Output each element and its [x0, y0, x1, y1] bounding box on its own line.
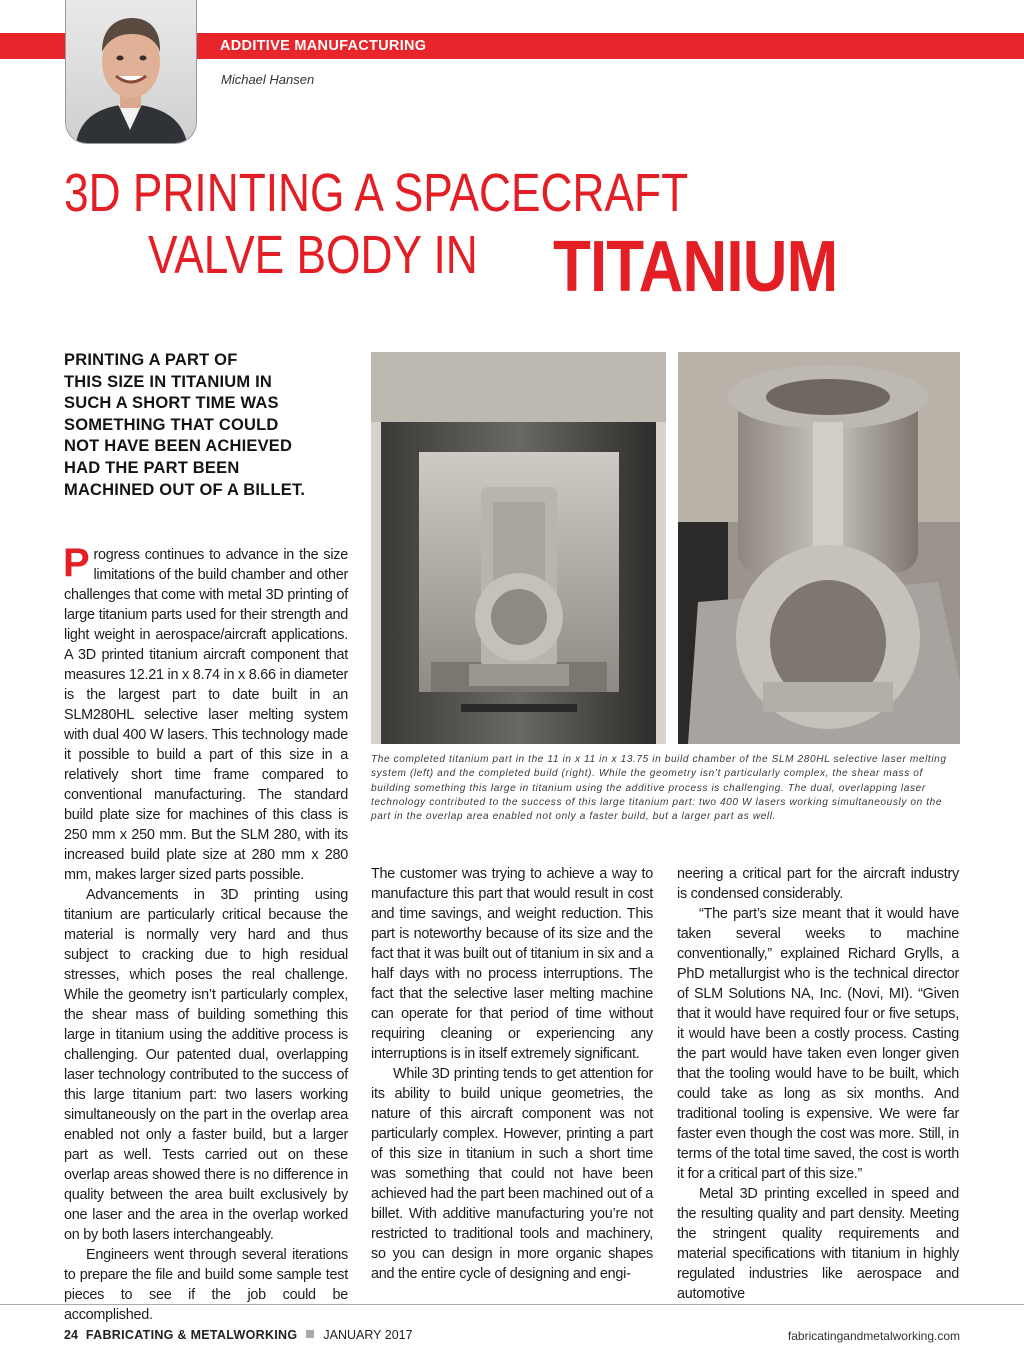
photo-build-chamber — [371, 352, 666, 744]
footer-divider — [0, 1304, 1024, 1305]
body-column-3 — [677, 864, 959, 1304]
issue-date: JANUARY 2017 — [323, 1328, 413, 1342]
body-paragraph: The customer was trying to achieve a way to manufacture this part that would result in cost and time savings, and weight reduction. This part is noteworthy because of its size and the fact that it was built out of titanium in six and a half days with no process interruptions. The fact that the selective laser melting machine can operate for that period of time without requiring cleaning or experiencing any interruptions is in itself extremely significant. — [371, 866, 653, 1062]
footer-website[interactable]: fabricatingandmetalworking.com — [787, 1329, 960, 1343]
section-label: ADDITIVE MANUFACTURING — [220, 38, 427, 54]
photo-caption: The completed titanium part in the 11 in x 11 in x 13.75 in build chamber of the SLM 280HL selective laser melting system (left) and the completed build (right). While the geometry isn’t particularly complex, the shear mass of building something this large in titanium using the additive process is challenging. The dual, overlapping laser technology contributed to the success of this large titanium part: two 400 W lasers working simultaneously on the part in the overlap area enabled not only a faster build, but a larger part as well. — [371, 754, 947, 823]
body-column-2 — [371, 864, 653, 1284]
publication-name: FABRICATING & METALWORKING — [85, 1328, 298, 1342]
footer-separator — [306, 1330, 314, 1338]
body-paragraph: neering a critical part for the aircraft industry is condensed considerably. — [677, 866, 959, 902]
drop-cap: P — [63, 541, 90, 585]
pull-quote: PRINTING A PART OF THIS SIZE IN TITANIUM IN SUCH A SHORT TIME WAS SOMETHING THAT COULD NOT HAVE BEEN ACHIEVED HAD THE PART BEEN MACHINED OUT OF A BILLET. — [64, 351, 306, 499]
headline-line-1: 3D PRINTING A SPACECRAFT — [64, 163, 689, 223]
author-name: Michael Hansen — [221, 72, 315, 87]
headline-emphasis: TITANIUM — [553, 227, 838, 307]
body-paragraph: Advancements in 3D printing using titanium are particularly critical because the material is normally very hard and thus subject to cracking due to high residual stresses, which poses the real challenge. While the geometry isn’t particularly complex, the shear mass of building something this large in titanium using the additive process is challenging. Our patented dual, overlapping laser technology contributed to the success of this large titanium part: two lasers working simultaneously on the part in the overlap area enabled not only a faster build, but a larger part as well. Tests carried out on these overlap areas showed there is no difference in quality between the area built exclusively by one laser and the area in the overlap worked on by both lasers interchangeably. — [64, 887, 348, 1243]
footer-folio — [64, 1328, 413, 1342]
body-paragraph: While 3D printing tends to get attention for its ability to build unique geometries, the nature of this aircraft component was not particularly complex. However, printing a part of this size in titanium in such a short time was something that could not have been achieved had the part been machined out of a billet. With additive manufacturing you’re not restricted to traditional tools and machinery, so you can design in more organic shapes and the entire cycle of designing and engi- — [371, 1066, 653, 1282]
body-paragraph: “The part’s size meant that it would have taken several weeks to machine conventionally,” explained Richard Grylls, a PhD metallurgist who is the technical director of SLM Solutions NA, Inc. (Novi, MI). “Given that it would have required four or five setups, it would have been a costly process. Casting the part would have taken even longer given that the tooling would have to be built, which could take as long as six months. And traditional tooling is expensive. We were far faster even though the cost was more. Still, in terms of the total time saved, the cost is worth it for a critical part of this size.” — [677, 906, 959, 1182]
body-paragraph: Engineers went through several iterations to prepare the file and build some sample test pieces to see if the job could be accomplished. — [64, 1247, 348, 1323]
page-number: 24 — [64, 1328, 78, 1342]
body-column-1 — [63, 541, 348, 1325]
photo-completed-build — [678, 352, 960, 744]
headline-line-2: VALVE BODY IN — [148, 225, 478, 285]
body-paragraph — [63, 541, 348, 885]
author-portrait — [65, 0, 197, 144]
body-paragraph: Metal 3D printing excelled in speed and the resulting quality and part density. Meeting the stringent quality requirements and material specifications with titanium in highly regulated industries like aerospace and automotive — [677, 1186, 959, 1302]
body-text: rogress continues to advance in the size limitations of the build chamber and other challenges that come with metal 3D printing of large titanium parts used for their strength and light weight in aerospace/aircraft applications. A 3D printed titanium aircraft component that measures 12.21 in x 8.74 in x 8.66 in diameter is the largest part to date built in an SLM280HL selective laser melting system with dual 400 W lasers. This technology made it possible to build a part of this size in a relatively short time frame compared to conventional manufacturing. The standard build plate size for machines of this class is 250 mm x 250 mm. But the SLM 280, with its increased build plate size at 280 mm x 280 mm, makes larger sized parts possible. — [64, 547, 348, 883]
